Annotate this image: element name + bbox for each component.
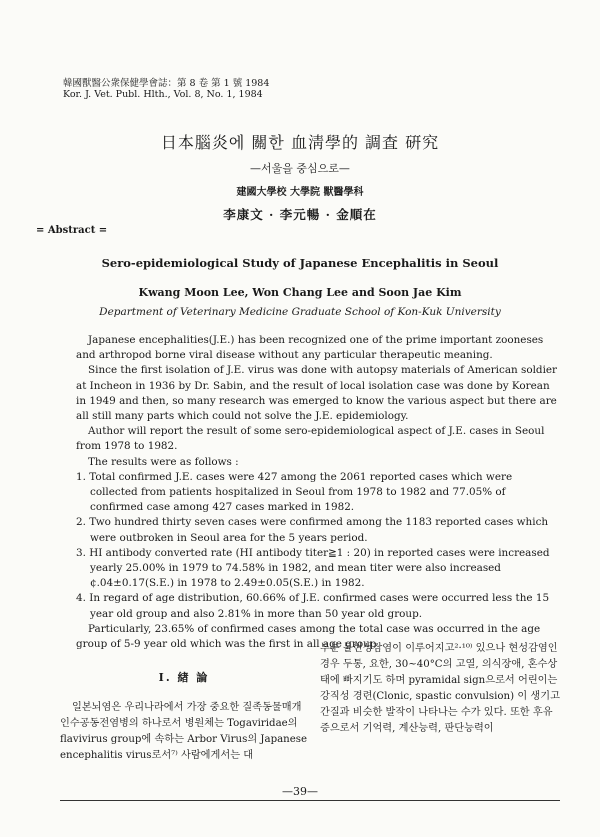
korean-affiliation: 建國大學校 大學院 獸醫學科 (236, 187, 364, 198)
body-column-left (60, 671, 308, 764)
journal-citation (63, 78, 269, 100)
section-heading: I. 緖 論 (158, 671, 210, 684)
english-department: Department of Veterinary Medicine Graduate School of Kon-Kuk University (99, 306, 501, 318)
korean-authors: 李康文 · 李元暢 · 金順在 (223, 207, 377, 222)
journal-citation-korean: 韓國獸醫公衆保健學會誌：第 8 卷 第 1 號 1984 (63, 78, 270, 89)
body-paragraph: 일본뇌염은 우리나라에서 가장 중요한 질족동물매개 인수공동전염병의 하나로서 병원체는 Togaviridae의 flavivirus group에 속하는 Arbor Virus의 Japanese encephalitis virus로서⁷⁾ 사람에게서는 대 (60, 702, 308, 761)
abstract-paragraph: Japanese encephalities(J.E.) has been recognized one of the prime important zooneses and arthropod borne viral disease without any particular therapeutic meaning. (76, 334, 544, 362)
abstract-body (76, 333, 558, 652)
bottom-rule (60, 800, 560, 801)
page-number: —39— (282, 785, 318, 798)
abstract-result-item: 1. Total confirmed J.E. cases were 427 among the 2061 reported cases which were collected from patients hospitalized in Seoul from 1978 to 1982 and 77.05% of confirmed case among 427 cases marked in 1982. (76, 470, 513, 514)
abstract-paragraph: Since the first isolation of J.E. virus was done with autopsy materials of American soldier at Incheon in 1936 by Dr. Sabin, and the result of local isolation case was done by Korean in 1949 and then, so many research was emerged to know the various aspect but there are all still many parts which could not solve the J.E. epidemiology. (76, 364, 558, 423)
abstract-result-item: 3. HI antibody converted rate (HI antibody titer≧1 : 20) in reported cases were increased yearly 25.00% in 1979 to 74.58% in 1982, and mean titer were also increased ¢.04±0.17(S.E.) in 1978 to 2.49±0.05(S.E.) in 1982. (76, 546, 550, 590)
korean-title: 日本腦炎에 關한 血淸學的 調査 硏究 (160, 133, 440, 152)
body-paragraph: 부분 불현성감염이 이루어지고²·¹⁰⁾ 있으나 현성감염인 경우 두통, 요한, 30~40°C의 고열, 의식장애, 혼수상태에 빠지기도 하며 pyramidal sign으로서 어린이는 강직성 경련(Clonic, spastic convulsion) 이 생기고 간질과 비슷한 발작이 나타나는 수가 있다. 또한 후유증으로서 기억력, 계산능력, 판단능력이 (320, 643, 560, 734)
journal-citation-english: Kor. J. Vet. Publ. Hlth., Vol. 8, No. 1, 1984 (63, 89, 263, 100)
abstract-paragraph: The results were as follows : (88, 455, 239, 468)
abstract-result-item: 4. In regard of age distribution, 60.66% of J.E. confirmed cases were occurred less the 15 year old group and also 2.81% in more than 50 year old group. (76, 592, 550, 620)
english-title: Sero-epidemiological Study of Japanese Encephalitis in Seoul (101, 256, 499, 270)
abstract-paragraph: Author will report the result of some sero-epidemiological aspect of J.E. cases in Seoul from 1978 to 1982. (76, 425, 545, 453)
english-authors: Kwang Moon Lee, Won Chang Lee and Soon Jae Kim (138, 286, 462, 299)
abstract-label: = Abstract = (36, 225, 108, 236)
body-column-right (320, 641, 560, 737)
abstract-paragraph: Particularly, 23.65% of confirmed cases among the total case was occurred in the age group of 5-9 year old which was the first in all age group. (76, 622, 541, 651)
abstract-result-item: 2. Two hundred thirty seven cases were confirmed among the 1183 reported cases which were outbroken in Seoul area for the 5 years period. (76, 516, 549, 544)
korean-subtitle: —서울을 중심으로— (250, 162, 350, 175)
